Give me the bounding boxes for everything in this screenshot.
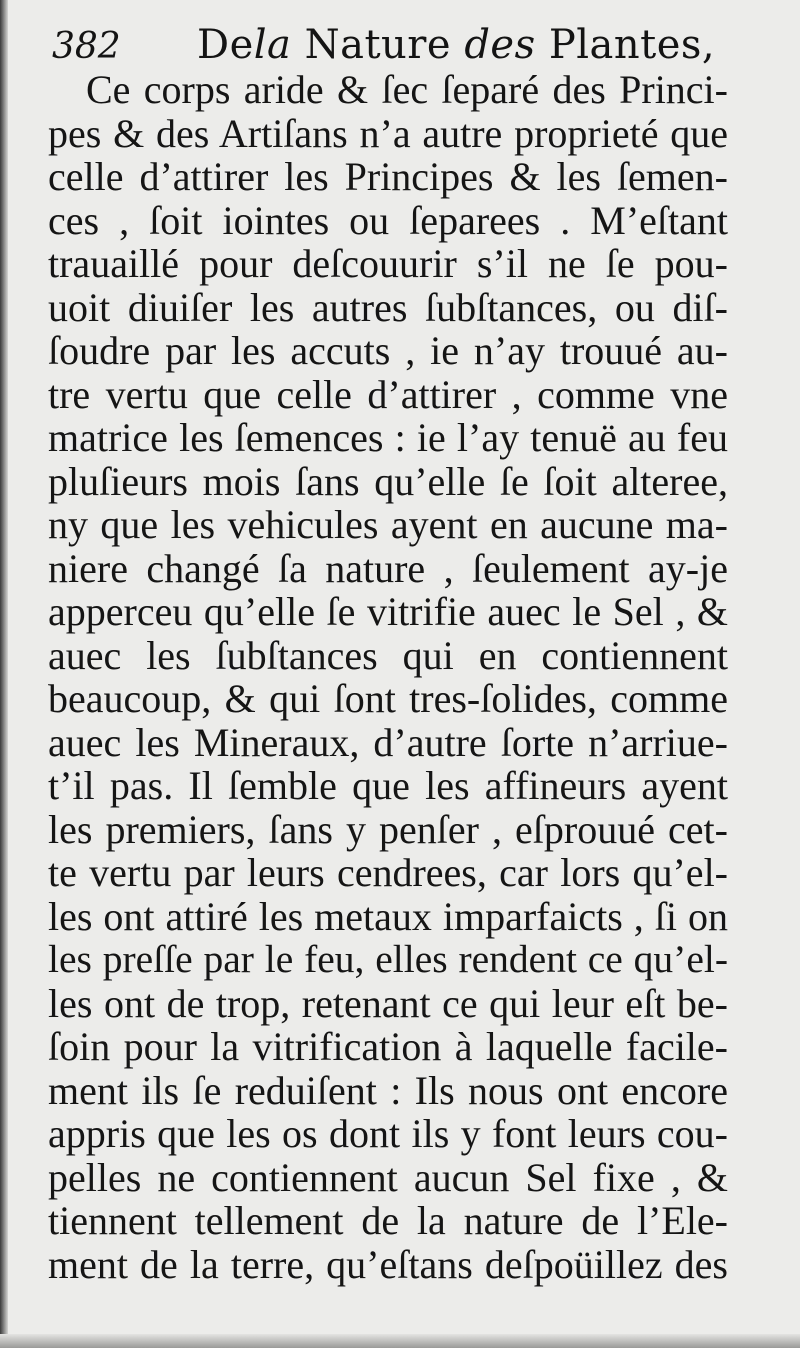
- text-line: Ce corps aride & ſec ſeparé des Princi-: [86, 67, 728, 112]
- title-word: Plantes,: [548, 22, 716, 68]
- text-line: uoit diuiſer les autres ſubſtances, ou diſ-: [48, 284, 728, 330]
- title-word: des: [464, 22, 536, 68]
- text-line: niere changé ſa nature , ſeulement ay-je: [48, 545, 728, 591]
- text-line: celle d’attirer les Principes & les ſemen-: [48, 154, 728, 199]
- text-line: ny que les vehicules ayent en aucune ma-: [48, 502, 728, 547]
- text-line: les preſſe par le feu, elles rendent ce qu’el-: [48, 937, 728, 981]
- text-line: tiennent tellement de la nature de l’Ele-: [48, 1198, 728, 1243]
- text-line: auec les ſubſtances qui en contiennent: [48, 632, 728, 678]
- text-line: pluſieurs mois ſans qu’elle ſe ſoit alteree,: [48, 458, 728, 504]
- page-shadow-bottom: [0, 1334, 800, 1348]
- text-line: trauaillé pour deſcouurir s’il ne ſe pou-: [48, 241, 728, 286]
- running-title: [197, 22, 715, 68]
- text-line: ſoin pour la vitrification à laquelle facile-: [48, 1024, 728, 1069]
- text-line: ces , ſoit iointes ou ſeparees . M’eſtant: [48, 197, 728, 243]
- text-line: apperceu qu’elle ſe vitrifie auec le Sel , &: [48, 589, 728, 634]
- text-line: matrice les ſemences : ie l’ay tenuë au feu: [48, 415, 728, 460]
- text-line: ment ils ſe reduiſent : Ils nous ont encore: [48, 1067, 728, 1113]
- text-line: appris que les os dont ils y font leurs cou-: [48, 1111, 728, 1156]
- text-line: les ont attiré les metaux imparfaicts , ſi on: [48, 893, 728, 939]
- page-number: 382: [52, 26, 121, 67]
- title-word: Nature: [304, 22, 452, 68]
- text-line: pes & des Artiſans n’a autre proprieté que: [48, 110, 728, 156]
- text-line: t’il pas. Il ſemble que les affineurs ayent: [48, 763, 728, 808]
- title-word: De: [197, 22, 254, 68]
- page-shadow-left: [0, 0, 8, 1348]
- title-word: la: [253, 22, 292, 68]
- text-line: pelles ne contiennent aucun Sel fixe , &: [48, 1154, 728, 1200]
- text-line: les ont de trop, retenant ce qui leur eſt be-: [48, 980, 728, 1026]
- text-line: beaucoup, & qui ſont tres-ſolides, comme: [48, 676, 728, 721]
- text-line: tre vertu que celle d’attirer , comme vne: [48, 371, 728, 417]
- body-text: [48, 68, 728, 1286]
- text-line: ſoudre par les accuts , ie n’ay trouué au-: [48, 328, 728, 373]
- text-line: ment de la terre, qu’eſtans deſpoüillez des: [48, 1241, 728, 1287]
- text-line: les premiers, ſans y penſer , eſprouué cet-: [48, 806, 728, 852]
- text-line: te vertu par leurs cendrees, car lors qu’el-: [48, 850, 728, 895]
- text-line: auec les Mineraux, d’autre ſorte n’arriue-: [48, 719, 728, 765]
